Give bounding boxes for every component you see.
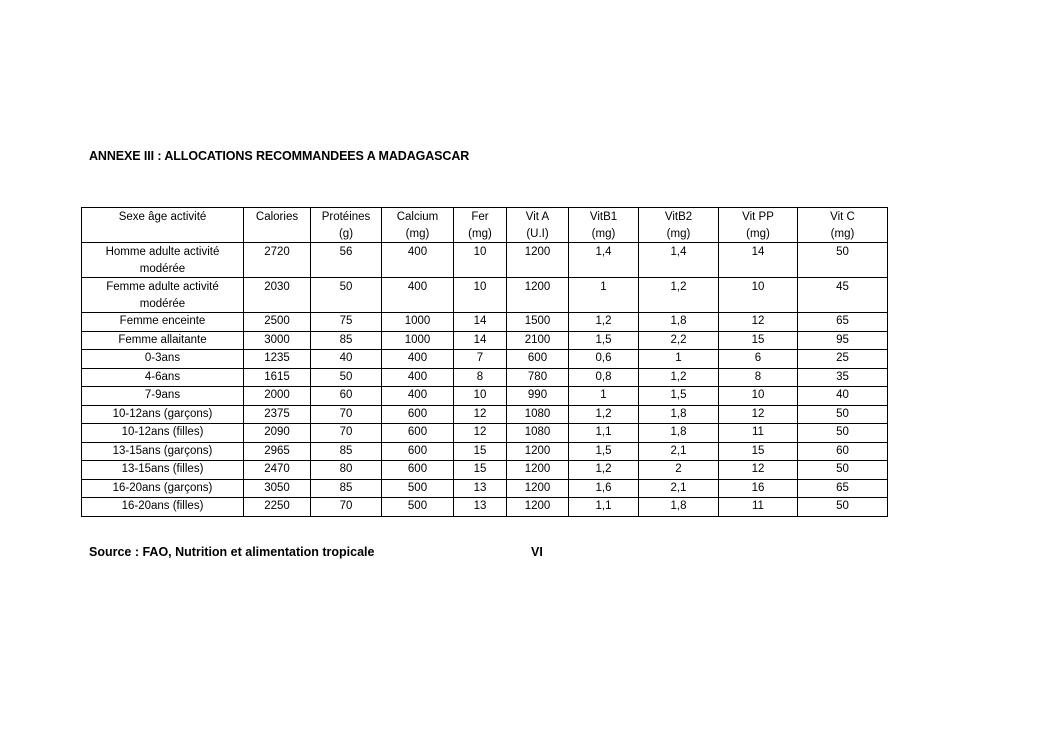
table-cell: 0,8 — [569, 368, 639, 387]
table-cell: 1,2 — [569, 405, 639, 424]
table-cell: 2965 — [244, 442, 311, 461]
table-cell: 600 — [382, 405, 454, 424]
table-cell: 6 — [719, 350, 798, 369]
table-cell: 50 — [311, 278, 382, 313]
table-cell: 1,8 — [639, 405, 719, 424]
table-cell: 50 — [798, 424, 888, 443]
table-cell: 1200 — [507, 498, 569, 517]
table-cell: 2030 — [244, 278, 311, 313]
table-cell: 16 — [719, 479, 798, 498]
row-label: 4-6ans — [82, 368, 244, 387]
table-cell: 11 — [719, 424, 798, 443]
table-cell: 95 — [798, 331, 888, 350]
table-cell: 2500 — [244, 313, 311, 332]
table-cell: 15 — [719, 442, 798, 461]
source-note: Source : FAO, Nutrition et alimentation tropicale — [89, 545, 375, 559]
table-cell: 1235 — [244, 350, 311, 369]
row-label: 16-20ans (filles) — [82, 498, 244, 517]
table-cell: 2720 — [244, 243, 311, 278]
table-cell: 85 — [311, 479, 382, 498]
table-cell: 600 — [507, 350, 569, 369]
table-cell: 780 — [507, 368, 569, 387]
table-cell: 56 — [311, 243, 382, 278]
header-vitb2: VitB2 (mg) — [639, 208, 719, 243]
table-cell: 1000 — [382, 313, 454, 332]
table-cell: 2,1 — [639, 479, 719, 498]
table-cell: 13 — [454, 498, 507, 517]
table-cell: 14 — [719, 243, 798, 278]
table-row — [82, 442, 888, 461]
row-label: Femme enceinte — [82, 313, 244, 332]
row-label: 10-12ans (garçons) — [82, 405, 244, 424]
table-cell: 400 — [382, 243, 454, 278]
table-cell: 1 — [569, 278, 639, 313]
table-cell: 1,1 — [569, 424, 639, 443]
page-number: VI — [531, 545, 543, 559]
table-cell: 40 — [311, 350, 382, 369]
table-cell: 1200 — [507, 278, 569, 313]
table-cell: 3050 — [244, 479, 311, 498]
table-cell: 1,2 — [639, 368, 719, 387]
table-cell: 50 — [798, 461, 888, 480]
table-cell: 1,1 — [569, 498, 639, 517]
table-cell: 500 — [382, 498, 454, 517]
table-cell: 60 — [311, 387, 382, 406]
table-cell: 15 — [719, 331, 798, 350]
allocations-table — [81, 207, 888, 517]
table-cell: 1,5 — [569, 442, 639, 461]
table-cell: 1,4 — [639, 243, 719, 278]
table-cell: 35 — [798, 368, 888, 387]
table-cell: 7 — [454, 350, 507, 369]
table-cell: 1,2 — [639, 278, 719, 313]
table-cell: 1000 — [382, 331, 454, 350]
header-proteines: Protéines (g) — [311, 208, 382, 243]
table-cell: 10 — [454, 243, 507, 278]
table-cell: 3000 — [244, 331, 311, 350]
table-cell: 600 — [382, 442, 454, 461]
table-cell: 75 — [311, 313, 382, 332]
header-vit-a: Vit A (U.I) — [507, 208, 569, 243]
table-cell: 2 — [639, 461, 719, 480]
table-cell: 50 — [798, 405, 888, 424]
table-body — [82, 243, 888, 517]
header-vit-pp: Vit PP (mg) — [719, 208, 798, 243]
table-cell: 10 — [719, 278, 798, 313]
table-cell: 1200 — [507, 461, 569, 480]
table-cell: 85 — [311, 331, 382, 350]
table-row — [82, 278, 888, 313]
header-calories: Calories — [244, 208, 311, 243]
table-cell: 50 — [798, 498, 888, 517]
table-cell: 60 — [798, 442, 888, 461]
table-cell: 70 — [311, 498, 382, 517]
table-cell: 2375 — [244, 405, 311, 424]
table-cell: 600 — [382, 461, 454, 480]
header-vit-c: Vit C (mg) — [798, 208, 888, 243]
header-vitb1: VitB1 (mg) — [569, 208, 639, 243]
table-cell: 25 — [798, 350, 888, 369]
table-cell: 2470 — [244, 461, 311, 480]
table-cell: 600 — [382, 424, 454, 443]
table-cell: 65 — [798, 313, 888, 332]
table-cell: 12 — [454, 424, 507, 443]
table-cell: 12 — [719, 461, 798, 480]
table-row — [82, 350, 888, 369]
table-cell: 2250 — [244, 498, 311, 517]
table-row — [82, 368, 888, 387]
table-cell: 1200 — [507, 442, 569, 461]
table-row — [82, 243, 888, 278]
table-cell: 85 — [311, 442, 382, 461]
table-cell: 70 — [311, 405, 382, 424]
table-row — [82, 405, 888, 424]
table-cell: 2090 — [244, 424, 311, 443]
table-cell: 1,2 — [569, 313, 639, 332]
table-header-row — [82, 208, 888, 243]
table-cell: 40 — [798, 387, 888, 406]
table-cell: 1,5 — [569, 331, 639, 350]
header-sexe-age-activite: Sexe âge activité — [82, 208, 244, 243]
row-label: Homme adulte activité modérée — [82, 243, 244, 278]
table-cell: 11 — [719, 498, 798, 517]
table-cell: 1200 — [507, 243, 569, 278]
table-cell: 1080 — [507, 424, 569, 443]
table-cell: 1,8 — [639, 498, 719, 517]
table-cell: 10 — [454, 387, 507, 406]
table-cell: 400 — [382, 278, 454, 313]
table-cell: 1200 — [507, 479, 569, 498]
row-label: 10-12ans (filles) — [82, 424, 244, 443]
table-row — [82, 498, 888, 517]
row-label: 16-20ans (garçons) — [82, 479, 244, 498]
table-row — [82, 424, 888, 443]
table-cell: 2100 — [507, 331, 569, 350]
table-cell: 70 — [311, 424, 382, 443]
table-cell: 45 — [798, 278, 888, 313]
table-cell: 1,4 — [569, 243, 639, 278]
table-cell: 1,8 — [639, 424, 719, 443]
table-cell: 15 — [454, 442, 507, 461]
table-cell: 14 — [454, 313, 507, 332]
table-cell: 2,1 — [639, 442, 719, 461]
row-label: Femme adulte activité modérée — [82, 278, 244, 313]
table-cell: 1,2 — [569, 461, 639, 480]
table-cell: 1500 — [507, 313, 569, 332]
table-cell: 13 — [454, 479, 507, 498]
header-calcium: Calcium (mg) — [382, 208, 454, 243]
row-label: Femme allaitante — [82, 331, 244, 350]
table-cell: 1,5 — [639, 387, 719, 406]
table-cell: 12 — [719, 405, 798, 424]
row-label: 13-15ans (filles) — [82, 461, 244, 480]
table-cell: 1 — [639, 350, 719, 369]
table-cell: 65 — [798, 479, 888, 498]
table-cell: 15 — [454, 461, 507, 480]
table-row — [82, 479, 888, 498]
table-cell: 2,2 — [639, 331, 719, 350]
table-cell: 10 — [719, 387, 798, 406]
table-cell: 2000 — [244, 387, 311, 406]
table-cell: 8 — [454, 368, 507, 387]
table-cell: 1 — [569, 387, 639, 406]
header-fer: Fer (mg) — [454, 208, 507, 243]
table-cell: 10 — [454, 278, 507, 313]
table-cell: 400 — [382, 368, 454, 387]
table-cell: 14 — [454, 331, 507, 350]
table-cell: 1,6 — [569, 479, 639, 498]
table-cell: 0,6 — [569, 350, 639, 369]
row-label: 7-9ans — [82, 387, 244, 406]
page-title: ANNEXE III : ALLOCATIONS RECOMMANDEES A MADAGASCAR — [89, 149, 470, 163]
table-cell: 990 — [507, 387, 569, 406]
table-cell: 12 — [719, 313, 798, 332]
table-row — [82, 313, 888, 332]
table-cell: 1080 — [507, 405, 569, 424]
table-cell: 400 — [382, 387, 454, 406]
table-row — [82, 331, 888, 350]
table-row — [82, 387, 888, 406]
table-cell: 50 — [798, 243, 888, 278]
table-cell: 80 — [311, 461, 382, 480]
table-cell: 1,8 — [639, 313, 719, 332]
table-cell: 400 — [382, 350, 454, 369]
row-label: 0-3ans — [82, 350, 244, 369]
table-cell: 12 — [454, 405, 507, 424]
table-cell: 1615 — [244, 368, 311, 387]
row-label: 13-15ans (garçons) — [82, 442, 244, 461]
table-row — [82, 461, 888, 480]
table-cell: 500 — [382, 479, 454, 498]
table-cell: 50 — [311, 368, 382, 387]
table-cell: 8 — [719, 368, 798, 387]
